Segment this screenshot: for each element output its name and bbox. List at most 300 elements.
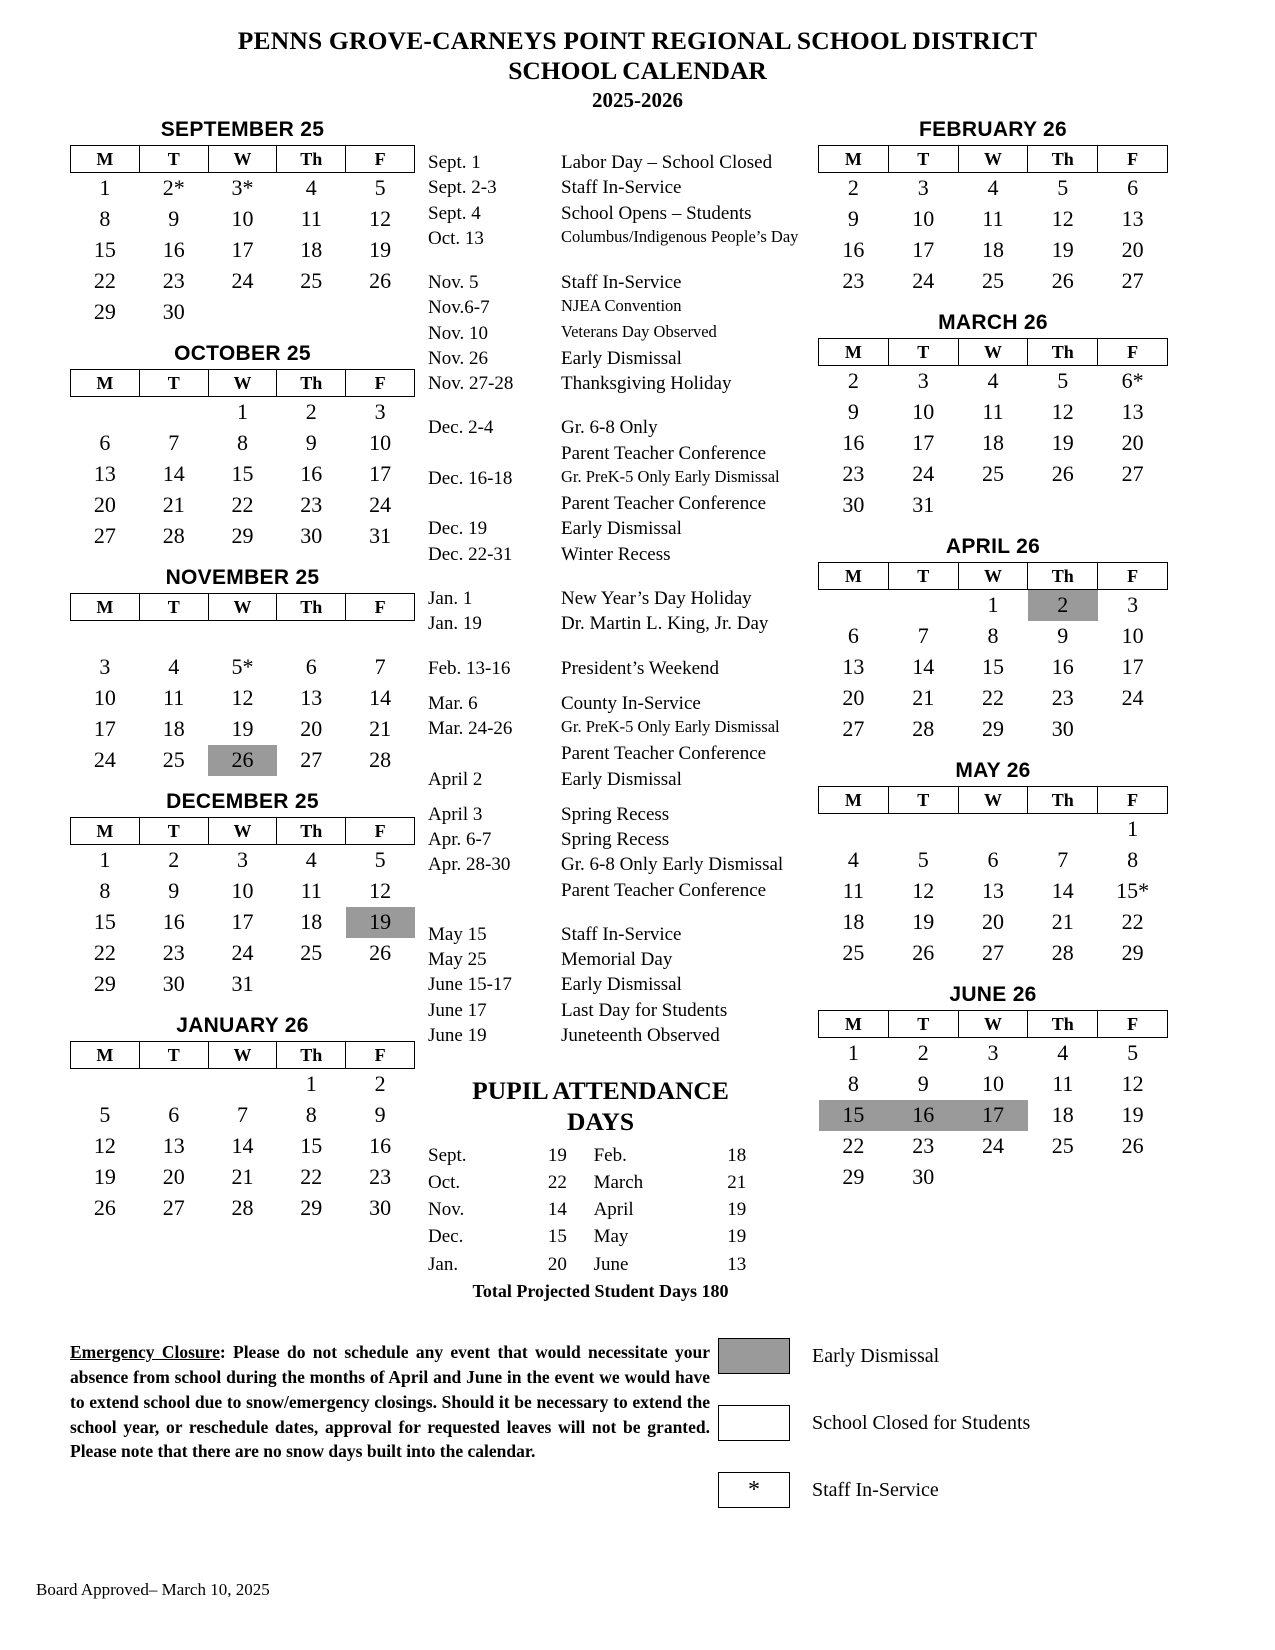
- event-row: [428, 150, 818, 175]
- day-cell-19: 19: [912, 909, 935, 934]
- event-row: [428, 972, 818, 997]
- day-cell-29: 29: [1121, 940, 1144, 965]
- weekday-header-w: W: [958, 146, 1028, 173]
- week-row: [819, 938, 1168, 969]
- weekday-header-row: [819, 1011, 1168, 1038]
- attendance-days-right: 18: [727, 1145, 747, 1167]
- day-cell-11: 11: [982, 399, 1004, 424]
- week-row: [71, 938, 415, 969]
- day-cell-22: 22: [93, 268, 116, 293]
- day-cell-2: 2: [168, 847, 180, 872]
- empty-cell: [1028, 490, 1098, 521]
- attendance-month-left: Oct.: [428, 1172, 461, 1194]
- day-cell-29: 29: [981, 716, 1004, 741]
- attendance-days-right: 19: [727, 1226, 747, 1248]
- day-cell-31: 31: [912, 492, 935, 517]
- day-cell-10: 10: [93, 685, 116, 710]
- empty-cell: [1028, 814, 1098, 845]
- day-cell-23: 23: [842, 268, 865, 293]
- week-row: [71, 428, 415, 459]
- event-date: May 15: [428, 923, 487, 945]
- day-cell-25: 25: [162, 747, 185, 772]
- empty-cell: [139, 1069, 208, 1100]
- month-grid-december-25: [70, 817, 415, 1000]
- event-row: [428, 1023, 818, 1048]
- week-row: [71, 1069, 415, 1100]
- day-cell-25: 25: [1051, 1133, 1074, 1158]
- day-cell-4: 4: [987, 175, 999, 200]
- week-row: [819, 652, 1168, 683]
- attendance-days-left: 15: [547, 1226, 567, 1248]
- weekday-header-w: W: [958, 787, 1028, 814]
- week-row: [71, 876, 415, 907]
- event-row: [428, 716, 818, 741]
- month-grid-june-26: [818, 1010, 1168, 1193]
- events-spacer: [428, 792, 818, 802]
- day-cell-12: 12: [1051, 206, 1074, 231]
- event-row: [428, 656, 818, 681]
- event-row: [428, 852, 818, 877]
- event-description: Gr. 6-8 Only: [561, 417, 658, 439]
- day-cell-27: 27: [842, 716, 865, 741]
- day-cell-30: 30: [842, 492, 865, 517]
- day-cell-23: 23: [162, 940, 185, 965]
- week-row: [71, 297, 415, 328]
- day-cell-14: 14: [369, 685, 392, 710]
- week-row: [819, 397, 1168, 428]
- empty-cell: [346, 297, 415, 328]
- weekday-header-f: F: [346, 818, 415, 845]
- weekday-header-t: T: [888, 563, 958, 590]
- event-description: School Opens – Students: [561, 202, 752, 224]
- day-cell-21: 21: [912, 685, 935, 710]
- day-cell-8: 8: [236, 430, 248, 455]
- day-cell-30: 30: [300, 523, 323, 548]
- day-cell-25: 25: [300, 268, 323, 293]
- day-cell-14: 14: [1051, 878, 1074, 903]
- day-cell-21: 21: [369, 716, 392, 741]
- day-cell-28: 28: [231, 1195, 254, 1220]
- event-row: [428, 371, 818, 396]
- day-cell-29: 29: [231, 523, 254, 548]
- event-description: Spring Recess: [561, 829, 670, 851]
- board-approved-note: Board Approved– March 10, 2025: [36, 1580, 270, 1599]
- event-description: NJEA Convention: [561, 296, 682, 316]
- month-title-september-25: SEPTEMBER 25: [160, 118, 325, 141]
- day-cell-11: 11: [842, 878, 864, 903]
- day-cell-16: 16: [842, 430, 865, 455]
- day-cell-8: 8: [1127, 847, 1139, 872]
- month-december-25: [70, 790, 415, 1000]
- week-row: [819, 1069, 1168, 1100]
- event-description: Staff In-Service: [561, 923, 682, 945]
- weekday-header-t: T: [139, 818, 208, 845]
- day-cell-4: 4: [1057, 1040, 1069, 1065]
- month-grid-october-25: [70, 369, 415, 552]
- day-cell-11: 11: [163, 685, 185, 710]
- day-cell-12: 12: [912, 878, 935, 903]
- week-row: [71, 266, 415, 297]
- event-date: Dec. 22-31: [428, 543, 513, 565]
- empty-cell: [71, 397, 140, 428]
- event-description: Early Dismissal: [561, 347, 682, 369]
- day-cell-8: 8: [99, 206, 111, 231]
- legend-label: Early Dismissal: [812, 1344, 940, 1367]
- event-date: Mar. 6: [428, 692, 478, 714]
- day-cell-19: 19: [369, 237, 392, 262]
- day-cell-24: 24: [912, 268, 935, 293]
- month-title-november-25: NOVEMBER 25: [165, 566, 320, 589]
- day-cell-29: 29: [93, 299, 116, 324]
- day-cell-24: 24: [981, 1133, 1004, 1158]
- day-cell-18: 18: [300, 237, 323, 262]
- day-cell-22: 22: [1121, 909, 1144, 934]
- month-january-26: [70, 1014, 415, 1224]
- day-cell-23: 23: [842, 461, 865, 486]
- day-cell-28: 28: [1051, 940, 1074, 965]
- event-date: Oct. 13: [428, 227, 484, 249]
- day-cell-13: 13: [842, 654, 865, 679]
- week-row: [71, 204, 415, 235]
- empty-cell: [208, 621, 277, 652]
- day-cell-10: 10: [1121, 623, 1144, 648]
- weekday-header-m: M: [819, 1011, 889, 1038]
- event-row: [428, 491, 818, 516]
- day-cell-2: 2: [847, 175, 859, 200]
- weekday-header-w: W: [208, 818, 277, 845]
- day-cell-9: 9: [305, 430, 317, 455]
- district-title: PENNS GROVE-CARNEYS POINT REGIONAL SCHOOL DISTRICT: [237, 26, 1038, 55]
- event-date: April 3: [428, 803, 483, 825]
- day-cell-27: 27: [1121, 461, 1144, 486]
- empty-cell: [1098, 490, 1168, 521]
- day-cell-9: 9: [1057, 623, 1069, 648]
- day-cell-2star: 2*: [162, 175, 185, 200]
- day-cell-3: 3: [917, 175, 929, 200]
- empty-cell: [819, 814, 889, 845]
- month-grid-may-26: [818, 786, 1168, 969]
- weekday-header-row: [819, 787, 1168, 814]
- week-row: [819, 173, 1168, 204]
- day-cell-29: 29: [842, 1164, 865, 1189]
- event-row: [428, 175, 818, 200]
- week-row: [819, 1131, 1168, 1162]
- legend-row-2: [718, 1472, 1198, 1508]
- attendance-month-right: Feb.: [593, 1145, 627, 1167]
- week-row: [71, 1162, 415, 1193]
- event-row: [428, 586, 818, 611]
- day-cell-20: 20: [981, 909, 1004, 934]
- event-description: Gr. 6-8 Only Early Dismissal: [561, 854, 784, 876]
- day-cell-27: 27: [93, 523, 116, 548]
- day-cell-16: 16: [162, 909, 185, 934]
- weekday-header-th: Th: [277, 146, 346, 173]
- month-title-june-26: JUNE 26: [949, 983, 1037, 1006]
- day-cell-22: 22: [981, 685, 1004, 710]
- day-cell-21: 21: [162, 492, 185, 517]
- day-cell-7: 7: [917, 623, 929, 648]
- day-cell-3: 3: [99, 654, 111, 679]
- week-row: [71, 652, 415, 683]
- day-cell-18: 18: [981, 237, 1004, 262]
- legend-row-1: [718, 1405, 1198, 1441]
- month-grid-january-26: [70, 1041, 415, 1224]
- day-cell-24: 24: [93, 747, 116, 772]
- month-grid-march-26: [818, 338, 1168, 521]
- events-column: [428, 150, 818, 1048]
- weekday-header-w: W: [208, 594, 277, 621]
- week-row: [819, 235, 1168, 266]
- month-title-april-26: APRIL 26: [945, 535, 1041, 558]
- day-cell-5: 5: [1057, 368, 1069, 393]
- event-description: Early Dismissal: [561, 518, 682, 540]
- event-row: [428, 878, 818, 903]
- event-description: County In-Service: [561, 692, 701, 714]
- event-date: Nov. 5: [428, 272, 479, 294]
- day-cell-28: 28: [912, 716, 935, 741]
- day-cell-22: 22: [93, 940, 116, 965]
- week-row: [71, 683, 415, 714]
- attendance-days-left: 19: [547, 1145, 567, 1167]
- week-row: [819, 204, 1168, 235]
- day-cell-16: 16: [888, 1100, 958, 1131]
- attendance-row: [428, 1142, 773, 1169]
- day-cell-25: 25: [981, 268, 1004, 293]
- event-row: [428, 441, 818, 466]
- weekday-header-t: T: [139, 1042, 208, 1069]
- event-row: [428, 947, 818, 972]
- month-october-25: [70, 342, 415, 552]
- day-cell-20: 20: [93, 492, 116, 517]
- event-description: Gr. PreK-5 Only Early Dismissal: [561, 717, 780, 737]
- day-cell-4: 4: [987, 368, 999, 393]
- day-cell-5: 5: [374, 175, 386, 200]
- week-row: [71, 173, 415, 204]
- event-date: Nov. 27-28: [428, 373, 514, 395]
- day-cell-11: 11: [1052, 1071, 1074, 1096]
- event-row: [428, 827, 818, 852]
- day-cell-10: 10: [912, 206, 935, 231]
- event-date: June 15-17: [428, 974, 512, 996]
- day-cell-29: 29: [300, 1195, 323, 1220]
- day-cell-15star: 15*: [1116, 878, 1150, 903]
- event-date: April 2: [428, 768, 483, 790]
- calendar-title: SCHOOL CALENDAR: [508, 56, 767, 86]
- weekday-header-t: T: [888, 146, 958, 173]
- event-description: New Year’s Day Holiday: [561, 587, 752, 609]
- day-cell-10: 10: [981, 1071, 1004, 1096]
- day-cell-22: 22: [300, 1164, 323, 1189]
- day-cell-20: 20: [162, 1164, 185, 1189]
- events-spacer: [428, 637, 818, 656]
- event-row: [428, 270, 818, 295]
- day-cell-3: 3: [1127, 592, 1139, 617]
- week-row: [71, 1193, 415, 1224]
- day-cell-3: 3: [236, 847, 248, 872]
- event-row: [428, 802, 818, 827]
- weekday-header-th: Th: [1028, 146, 1098, 173]
- week-row: [71, 1131, 415, 1162]
- day-cell-9: 9: [168, 206, 180, 231]
- day-cell-28: 28: [369, 747, 392, 772]
- week-row: [819, 683, 1168, 714]
- day-cell-13: 13: [1121, 206, 1144, 231]
- day-cell-31: 31: [369, 523, 392, 548]
- day-cell-19: 19: [1051, 237, 1074, 262]
- weekday-header-f: F: [1098, 1011, 1168, 1038]
- weekday-header-m: M: [71, 1042, 140, 1069]
- month-june-26: [818, 983, 1168, 1193]
- emergency-closure-label: Emergency Closure: [70, 1342, 220, 1362]
- emergency-closure-body: : Please do not schedule any event that would necessitate your absence from school during the months of April and June in the event we would have to extend school due to snow/emergency closings. Should it be necessary to extend the school year, or reschedule dates, approval for requested leaves will not be granted. Please note that there are no snow days built into the calendar.: [70, 1342, 710, 1462]
- day-cell-25: 25: [300, 940, 323, 965]
- attendance-days-right: 13: [727, 1253, 747, 1275]
- empty-cell: [277, 621, 346, 652]
- week-row: [819, 590, 1168, 621]
- day-cell-27: 27: [300, 747, 323, 772]
- pupil-attendance-section: [428, 1075, 773, 1302]
- day-cell-30: 30: [162, 971, 185, 996]
- day-cell-5: 5: [917, 847, 929, 872]
- event-description: Columbus/Indigenous People’s Day: [561, 226, 799, 246]
- day-cell-2: 2: [305, 399, 317, 424]
- event-date: Dec. 16-18: [428, 467, 513, 489]
- day-cell-14: 14: [912, 654, 935, 679]
- month-title-may-26: MAY 26: [955, 759, 1031, 782]
- empty-cell: [139, 397, 208, 428]
- attendance-row: [428, 1251, 773, 1278]
- day-cell-9: 9: [168, 878, 180, 903]
- event-description: Spring Recess: [561, 803, 670, 825]
- weekday-header-t: T: [139, 370, 208, 397]
- day-cell-13: 13: [93, 461, 116, 486]
- event-date: Dec. 2-4: [428, 417, 494, 439]
- day-cell-27: 27: [981, 940, 1004, 965]
- day-cell-6: 6: [987, 847, 999, 872]
- day-cell-2: 2: [374, 1071, 386, 1096]
- legend-row-0: [718, 1338, 1198, 1374]
- week-row: [819, 814, 1168, 845]
- day-cell-21: 21: [1051, 909, 1074, 934]
- event-date: Apr. 28-30: [428, 854, 511, 876]
- weekday-header-th: Th: [277, 818, 346, 845]
- day-cell-2: 2: [847, 368, 859, 393]
- day-cell-26: 26: [1121, 1133, 1144, 1158]
- empty-cell: [346, 621, 415, 652]
- day-cell-23: 23: [912, 1133, 935, 1158]
- weekday-header-f: F: [346, 370, 415, 397]
- month-title-march-26: MARCH 26: [938, 311, 1048, 334]
- day-cell-15: 15: [231, 461, 254, 486]
- empty-cell: [1098, 714, 1168, 745]
- day-cell-13: 13: [1121, 399, 1144, 424]
- weekday-header-f: F: [346, 1042, 415, 1069]
- month-grid-september-25: [70, 145, 415, 328]
- day-cell-1: 1: [847, 1040, 859, 1065]
- event-row: [428, 767, 818, 792]
- day-cell-23: 23: [1051, 685, 1074, 710]
- day-cell-18: 18: [842, 909, 865, 934]
- empty-cell: [819, 590, 889, 621]
- attendance-row: [428, 1196, 773, 1223]
- day-cell-12: 12: [369, 206, 392, 231]
- emergency-closure-note: [70, 1340, 710, 1464]
- empty-cell: [277, 969, 346, 1000]
- event-date: Jan. 19: [428, 613, 482, 635]
- day-cell-6: 6: [847, 623, 859, 648]
- day-cell-30: 30: [369, 1195, 392, 1220]
- week-row: [71, 969, 415, 1000]
- day-cell-13: 13: [300, 685, 323, 710]
- day-cell-30: 30: [1051, 716, 1074, 741]
- day-cell-7: 7: [1057, 847, 1069, 872]
- day-cell-23: 23: [300, 492, 323, 517]
- event-description: Winter Recess: [561, 543, 671, 565]
- month-title-january-26: JANUARY 26: [176, 1014, 309, 1037]
- attendance-month-left: Dec.: [428, 1226, 464, 1248]
- week-row: [71, 845, 415, 876]
- day-cell-7: 7: [374, 654, 386, 679]
- event-row: [428, 516, 818, 541]
- event-description: Thanksgiving Holiday: [561, 373, 732, 395]
- day-cell-15: 15: [93, 909, 116, 934]
- day-cell-12: 12: [231, 685, 254, 710]
- event-row: [428, 691, 818, 716]
- day-cell-17: 17: [1121, 654, 1144, 679]
- day-cell-8: 8: [847, 1071, 859, 1096]
- empty-cell: [208, 297, 277, 328]
- day-cell-1: 1: [1127, 816, 1139, 841]
- weekday-header-w: W: [958, 563, 1028, 590]
- attendance-days-right: 21: [727, 1172, 747, 1194]
- day-cell-20: 20: [1121, 430, 1144, 455]
- event-description: Last Day for Students: [561, 999, 728, 1021]
- empty-cell: [958, 814, 1028, 845]
- day-cell-26: 26: [208, 745, 277, 776]
- day-cell-28: 28: [162, 523, 185, 548]
- day-cell-26: 26: [1051, 461, 1074, 486]
- day-cell-15: 15: [981, 654, 1004, 679]
- event-date: Dec. 19: [428, 518, 488, 540]
- day-cell-7: 7: [168, 430, 180, 455]
- empty-cell: [71, 621, 140, 652]
- event-row: [428, 295, 818, 320]
- empty-cell: [1098, 1162, 1168, 1193]
- week-row: [819, 621, 1168, 652]
- day-cell-12: 12: [369, 878, 392, 903]
- event-row: [428, 201, 818, 226]
- school-year: 2025-2026: [592, 88, 683, 113]
- event-description: Juneteenth Observed: [561, 1024, 720, 1046]
- day-cell-4: 4: [305, 175, 317, 200]
- weekday-header-th: Th: [1028, 1011, 1098, 1038]
- week-row: [819, 1038, 1168, 1069]
- day-cell-17: 17: [958, 1100, 1028, 1131]
- event-description: Parent Teacher Conference: [561, 879, 767, 901]
- day-cell-15: 15: [93, 237, 116, 262]
- day-cell-18: 18: [1051, 1102, 1074, 1127]
- events-spacer: [428, 903, 818, 922]
- day-cell-19: 19: [1121, 1102, 1144, 1127]
- weekday-header-t: T: [139, 594, 208, 621]
- weekday-header-f: F: [1098, 146, 1168, 173]
- day-cell-18: 18: [981, 430, 1004, 455]
- event-description: Parent Teacher Conference: [561, 442, 767, 464]
- day-cell-19: 19: [93, 1164, 116, 1189]
- pupil-attendance-title: PUPIL ATTENDANCE DAYS: [472, 1076, 729, 1137]
- weekday-header-m: M: [71, 818, 140, 845]
- weekday-header-w: W: [208, 146, 277, 173]
